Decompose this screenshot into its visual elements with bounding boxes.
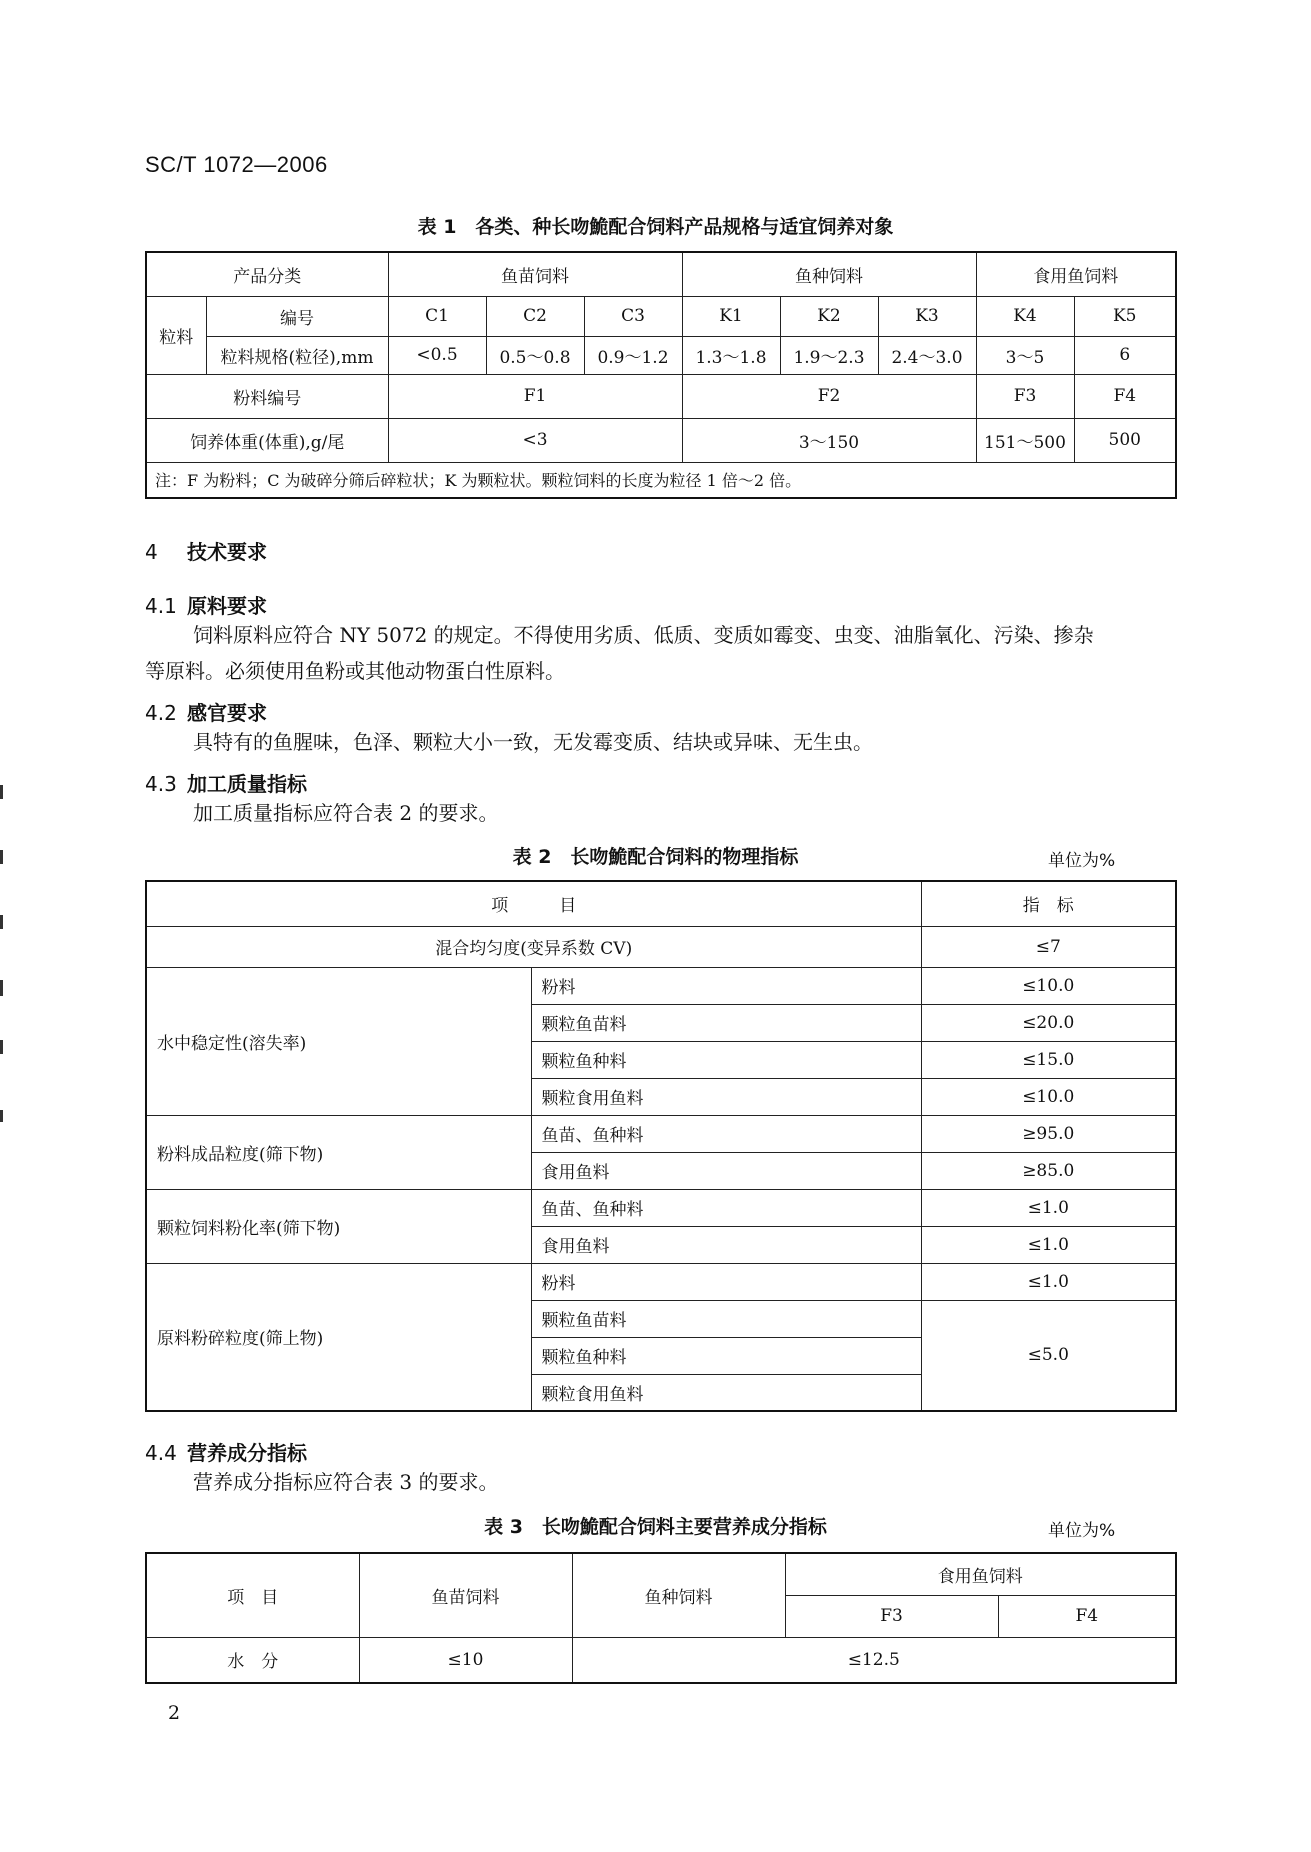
- table1-size-cell: <0.5: [388, 336, 486, 374]
- paragraph-line: 等原料。必须使用鱼粉或其他动物蛋白性原料。: [145, 659, 565, 683]
- scan-edge-mark: [0, 1110, 3, 1122]
- table1-size-cell: 0.5～0.8: [486, 336, 584, 374]
- table1-size-row: [146, 336, 1176, 374]
- table2-row: [146, 1189, 1176, 1226]
- table3-water-label: 水 分: [146, 1637, 359, 1683]
- section-4-4-text: 营养成分指标应符合表 3 的要求。: [193, 1470, 499, 1494]
- table2-value: ≤1.0: [921, 1189, 1176, 1226]
- table1-head-category: 产品分类: [146, 252, 388, 296]
- table2-row: [146, 1115, 1176, 1152]
- table2-value: ≤10.0: [921, 1078, 1176, 1115]
- table1-powder-row: [146, 374, 1176, 418]
- table1-code-cell: K3: [878, 296, 976, 336]
- table3-head-item: 项 目: [146, 1553, 359, 1637]
- table1-weight-cell: 500: [1074, 418, 1176, 462]
- table1-size-label: 粒料规格(粒径),mm: [206, 336, 388, 374]
- table2-caption: 表 2 长吻鮠配合饲料的物理指标: [512, 846, 799, 868]
- table1-code-cell: C2: [486, 296, 584, 336]
- table1-pellet-group: 粒料: [146, 296, 206, 374]
- table2-row-mix: [146, 926, 1176, 967]
- table2-value: ≤1.0: [921, 1263, 1176, 1300]
- table2-head-value: 指 标: [921, 881, 1176, 926]
- scan-edge-mark: [0, 785, 3, 799]
- table1-code-cell: C1: [388, 296, 486, 336]
- table1-size-cell: 3～5: [976, 336, 1074, 374]
- section-4-2-text: 具特有的鱼腥味，色泽、颗粒大小一致，无发霉变质、结块或异味、无生虫。: [193, 730, 873, 754]
- table1-size-cell: 1.9～2.3: [780, 336, 878, 374]
- section-title: 技术要求: [187, 540, 267, 564]
- table2-group-label: 原料粉碎粒度(筛上物): [146, 1263, 531, 1411]
- section-4-3-heading: [145, 768, 307, 797]
- section-number: 4.2: [145, 701, 177, 725]
- section-4-4-heading: [145, 1437, 307, 1466]
- table1-code-cell: K1: [682, 296, 780, 336]
- table3-unit: 单位为%: [1048, 1521, 1116, 1541]
- table1: [145, 251, 1177, 499]
- table1-code-cell: K2: [780, 296, 878, 336]
- table3-head-fry: 鱼苗饲料: [359, 1553, 572, 1637]
- table1-note-row: [146, 462, 1176, 498]
- table2-group-label: 水中稳定性(溶失率): [146, 967, 531, 1115]
- table1-weight-cell: 151～500: [976, 418, 1074, 462]
- table2-merged-value: ≤5.0: [921, 1300, 1176, 1411]
- scan-edge-mark: [0, 915, 3, 929]
- table1-powder-cell: F2: [682, 374, 976, 418]
- table3-water-fry: ≤10: [359, 1637, 572, 1683]
- table1-code-cell: C3: [584, 296, 682, 336]
- table2-sub: 食用鱼料: [531, 1152, 921, 1189]
- table2-value: ≥85.0: [921, 1152, 1176, 1189]
- section-title: 营养成分指标: [187, 1441, 307, 1465]
- table2-sub: 颗粒鱼种料: [531, 1041, 921, 1078]
- table1-weight-label: 饲养体重(体重),g/尾: [146, 418, 388, 462]
- section-title: 原料要求: [187, 594, 267, 618]
- table1-size-cell: 6: [1074, 336, 1176, 374]
- table2-unit: 单位为%: [1048, 851, 1116, 871]
- table1-code-label: 编号: [206, 296, 388, 336]
- table1-powder-cell: F1: [388, 374, 682, 418]
- section-4-2-heading: [145, 697, 267, 726]
- table1-header-row: [146, 252, 1176, 296]
- table2-sub: 鱼苗、鱼种料: [531, 1115, 921, 1152]
- scan-edge-mark: [0, 1040, 3, 1054]
- table2-sub: 颗粒鱼种料: [531, 1337, 921, 1374]
- table3-row-water: [146, 1637, 1176, 1683]
- table2-value: ≤10.0: [921, 967, 1176, 1004]
- table2-sub: 食用鱼料: [531, 1226, 921, 1263]
- section-4-1-text: [145, 617, 1175, 689]
- table2-value: ≥95.0: [921, 1115, 1176, 1152]
- table1-weight-row: [146, 418, 1176, 462]
- table2-sub: 粉料: [531, 1263, 921, 1300]
- table2-sub: 颗粒鱼苗料: [531, 1300, 921, 1337]
- table1-powder-cell: F3: [976, 374, 1074, 418]
- section-number: 4: [145, 540, 158, 564]
- scan-edge-mark: [0, 850, 3, 864]
- table1-size-cell: 2.4～3.0: [878, 336, 976, 374]
- table1-code-cell: K4: [976, 296, 1074, 336]
- table2-row: [146, 1263, 1176, 1300]
- table2-value: ≤15.0: [921, 1041, 1176, 1078]
- table1-head-food-fish: 食用鱼饲料: [976, 252, 1176, 296]
- table3-head-f4: F4: [998, 1595, 1176, 1637]
- table2-sub: 颗粒食用鱼料: [531, 1374, 921, 1411]
- table2-sub: 颗粒食用鱼料: [531, 1078, 921, 1115]
- section-title: 感官要求: [187, 701, 267, 725]
- table3-head-fingerling: 鱼种饲料: [572, 1553, 785, 1637]
- table2-sub: 粉料: [531, 967, 921, 1004]
- table1-weight-cell: <3: [388, 418, 682, 462]
- table1-weight-cell: 3～150: [682, 418, 976, 462]
- table1-code-cell: K5: [1074, 296, 1176, 336]
- table2-sub: 颗粒鱼苗料: [531, 1004, 921, 1041]
- table1-head-fingerling: 鱼种饲料: [682, 252, 976, 296]
- table2-mix-value: ≤7: [921, 926, 1176, 967]
- table1-caption: 表 1 各类、种长吻鮠配合饲料产品规格与适宜饲养对象: [417, 216, 894, 238]
- table3: [145, 1552, 1177, 1684]
- standard-code: SC/T 1072—2006: [145, 152, 328, 177]
- page-number: 2: [168, 1702, 181, 1724]
- section-4-1-heading: [145, 590, 267, 619]
- table3-water-rest: ≤12.5: [572, 1637, 1176, 1683]
- table2-value: ≤20.0: [921, 1004, 1176, 1041]
- table2-sub: 鱼苗、鱼种料: [531, 1189, 921, 1226]
- scan-edge-mark: [0, 980, 3, 996]
- section-4-3-text: 加工质量指标应符合表 2 的要求。: [193, 801, 499, 825]
- table1-size-cell: 0.9～1.2: [584, 336, 682, 374]
- table3-head-food-fish: 食用鱼饲料: [785, 1553, 1176, 1595]
- table1-code-row: [146, 296, 1176, 336]
- section-4-heading: [145, 536, 267, 565]
- section-title: 加工质量指标: [187, 772, 307, 796]
- table2-row: [146, 967, 1176, 1004]
- table3-caption: 表 3 长吻鮠配合饲料主要营养成分指标: [484, 1516, 827, 1538]
- table1-powder-label: 粉料编号: [146, 374, 388, 418]
- table2-value: ≤1.0: [921, 1226, 1176, 1263]
- table1-head-fry: 鱼苗饲料: [388, 252, 682, 296]
- section-number: 4.4: [145, 1441, 177, 1465]
- table3-head-f3: F3: [785, 1595, 998, 1637]
- section-number: 4.3: [145, 772, 177, 796]
- table1-powder-cell: F4: [1074, 374, 1176, 418]
- section-number: 4.1: [145, 594, 177, 618]
- table2-head-item: 项 目: [146, 881, 921, 926]
- table1-note: 注：F 为粉料；C 为破碎分筛后碎粒状；K 为颗粒状。颗粒饲料的长度为粒径 1 倍～2 倍。: [146, 462, 1176, 498]
- table2-mix-label: 混合均匀度(变异系数 CV): [146, 926, 921, 967]
- table2-group-label: 颗粒饲料粉化率(筛下物): [146, 1189, 531, 1263]
- paragraph-line: 饲料原料应符合 NY 5072 的规定。不得使用劣质、低质、变质如霉变、虫变、油脂氧化、污染、掺杂: [193, 623, 1094, 647]
- table2-group-label: 粉料成品粒度(筛下物): [146, 1115, 531, 1189]
- table1-size-cell: 1.3～1.8: [682, 336, 780, 374]
- table2: [145, 880, 1177, 1412]
